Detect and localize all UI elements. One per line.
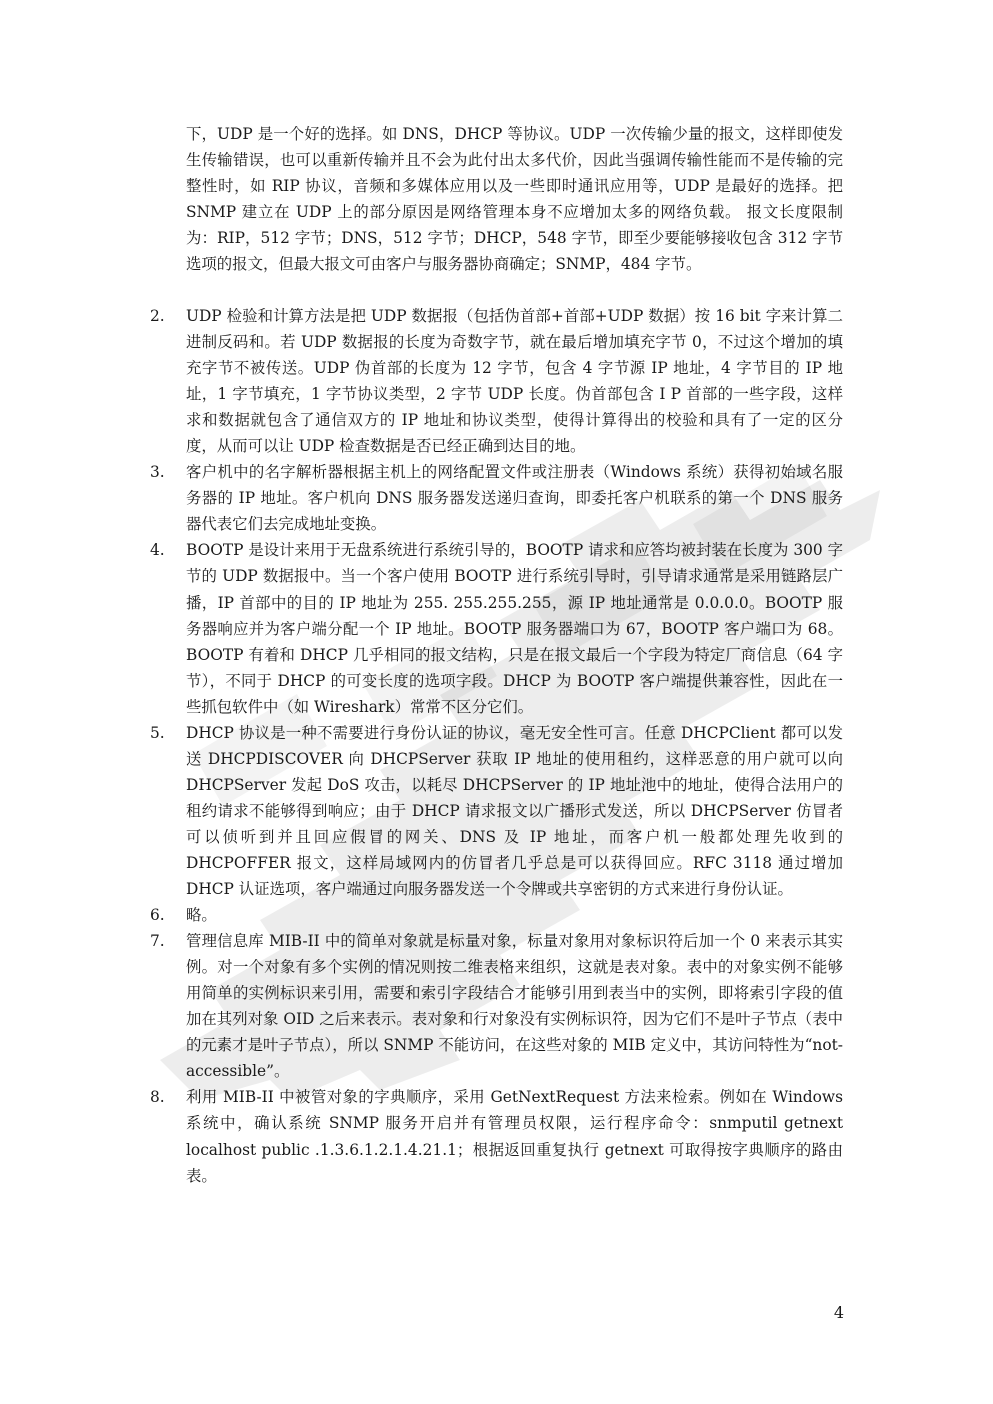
list-item	[150, 902, 843, 928]
item-text: DHCP 协议是一种不需要进行身份认证的协议，毫无安全性可言。任意 DHCPClient 都可以发送 DHCPDISCOVER 向 DHCPServer 获取 IP 地址的使用租约，这样恶意的用户就可以向 DHCPServer 发起 DoS 攻击，以耗尽 DHCPServer 的 IP 地址池中的地址，使得合法用户的租约请求不能够得到响应；由于 DHCP 请求报文以广播形式发送，所以 DHCPServer 仿冒者可以侦听到并且回应假冒的网关、DNS 及 IP 地址，而客户机一般都处理先收到的 DHCPOFFER 报文，这样局域网内的仿冒者几乎总是可以获得回应。RFC 3118 通过增加 DHCP 认证选项，客户端通过向服务器发送一个令牌或共享密钥的方式来进行身份认证。	[186, 723, 843, 899]
item-text: 略。	[186, 906, 217, 925]
list-item	[150, 459, 843, 537]
item-text: 利用 MIB-II 中被管对象的字典顺序，采用 GetNextRequest 方法来检索。例如在 Windows 系统中，确认系统 SNMP 服务开启并有管理员权限，运行程序命令：snmputil getnext localhost public .1.3.6.1.2.1.4.21.1；根据返回重复执行 getnext 可取得按字典顺序的路由表。	[186, 1088, 843, 1185]
answer-list	[150, 303, 843, 1189]
lead-paragraph: 下，UDP 是一个好的选择。如 DNS，DHCP 等协议。UDP 一次传输少量的报文，这样即使发生传输错误，也可以重新传输并且不会为此付出太多代价，因此当强调传输性能而不是传输的完整性时，如 RIP 协议，音频和多媒体应用以及一些即时通讯应用等，UDP 是最好的选择。把 SNMP 建立在 UDP 上的部分原因是网络管理本身不应增加太多的网络负载。 报文长度限制为：RIP，512 字节；DNS，512 字节；DHCP，548 字节，即至少要能够接收包含 312 字节选项的报文，但最大报文可由客户与服务器协商确定；SNMP，484 字节。	[186, 125, 843, 274]
item-text: UDP 检验和计算方法是把 UDP 数据报（包括伪首部+首部+UDP 数据）按 16 bit 字来计算二进制反码和。若 UDP 数据报的长度为奇数字节，就在最后增加填充字节 0，不过这个增加的填充字节不被传送。UDP 伪首部的长度为 12 字节，包含 4 字节源 IP 地址，4 字节目的 IP 地址，1 字节填充，1 字节协议类型，2 字节 UDP 长度。伪首部包含 I P 首部的一些字段，这样求和数据就包含了通信双方的 IP 地址和协议类型，使得计算得出的校验和具有了一定的区分度，从而可以让 UDP 检查数据是否已经正确到达目的地。	[186, 307, 843, 456]
page-number: 4	[833, 1303, 844, 1322]
list-item	[150, 720, 843, 902]
list-item	[150, 1084, 843, 1188]
list-item	[150, 303, 843, 459]
item-number: 4.	[150, 541, 165, 560]
item-text: BOOTP 是设计来用于无盘系统进行系统引导的，BOOTP 请求和应答均被封装在长度为 300 字节的 UDP 数据报中。当一个客户使用 BOOTP 进行系统引导时，引导请求通常是采用链路层广播，IP 首部中的目的 IP 地址为 255. 255.255.255，源 IP 地址通常是 0.0.0.0。BOOTP 服务器响应并为客户端分配一个 IP 地址。BOOTP 服务器端口为 67，BOOTP 客户端口为 68。BOOTP 有着和 DHCP 几乎相同的报文结构，只是在报文最后一个字段为特定厂商信息（64 字节），不同于 DHCP 的可变长度的选项字段。DHCP 为 BOOTP 客户端提供兼容性，因此在一些抓包软件中（如 Wireshark）常常不区分它们。	[186, 541, 843, 716]
list-item	[150, 537, 843, 719]
list-item	[150, 928, 843, 1084]
item-number: 3.	[150, 463, 165, 482]
item-text: 客户机中的名字解析器根据主机上的网络配置文件或注册表（Windows 系统）获得初始域名服务器的 IP 地址。客户机向 DNS 服务器发送递归查询，即委托客户机联系的第一个 DNS 服务器代表它们去完成地址变换。	[186, 463, 843, 534]
item-text: 管理信息库 MIB-II 中的简单对象就是标量对象，标量对象用对象标识符后加一个 0 来表示其实例。对一个对象有多个实例的情况则按二维表格来组织，这就是表对象。表中的对象实例不能够用简单的实例标识来引用，需要和索引字段结合才能够引用到表当中的实例，即将索引字段的值加在其列对象 OID 之后来表示。表对象和行对象没有实例标识符，因为它们不是叶子节点（表中的元素才是叶子节点），所以 SNMP 不能访问，在这些对象的 MIB 定义中，其访问特性为“not-accessible”。	[186, 932, 843, 1081]
item-number: 2.	[150, 307, 165, 325]
item-number: 8.	[150, 1088, 165, 1107]
item-number: 6.	[150, 906, 165, 925]
item-number: 7.	[150, 932, 165, 951]
item-number: 5.	[150, 723, 165, 742]
